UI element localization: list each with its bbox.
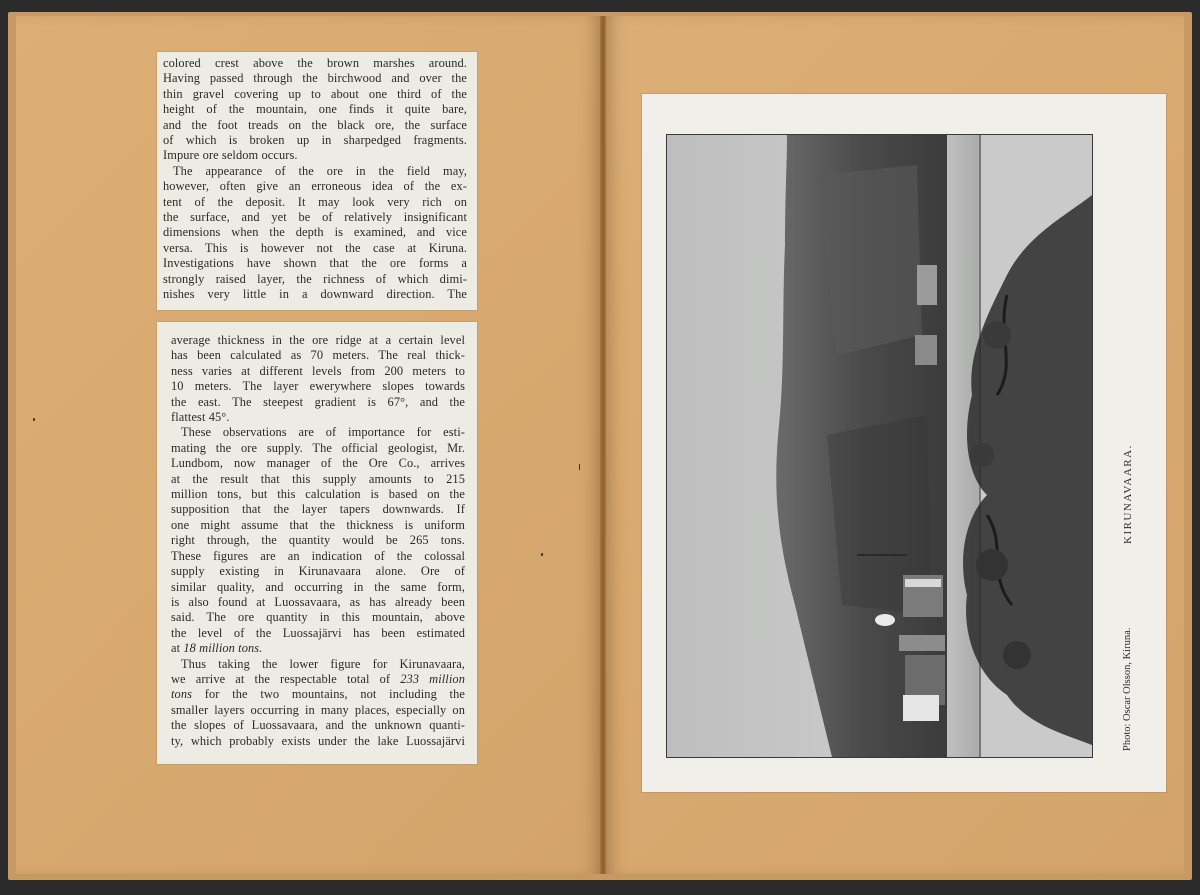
- text-line: is also found at Luossavaara, as has already been: [171, 594, 465, 609]
- text-clipping-top: [157, 52, 477, 310]
- text-line: million tons, but this calculation is based on the: [171, 487, 465, 502]
- paper-speck: [33, 418, 35, 421]
- italic-text: 18 million tons.: [183, 641, 263, 656]
- clipping-top-text: [159, 56, 471, 303]
- text-line: right through, the quantity would be 265 tons.: [171, 533, 465, 548]
- text-line: These observations are of importance for esti-: [181, 425, 465, 440]
- text-line: Investigations have shown that the ore forms a: [163, 256, 467, 271]
- text-line: one might assume that the thickness is uniform: [171, 517, 465, 532]
- landscape-photograph: [666, 134, 1093, 758]
- text-line: has been calculated as 70 meters. The real thick-: [171, 348, 465, 363]
- text-line: Thus taking the lower figure for Kirunavaara,: [181, 656, 465, 671]
- text-line: [167, 672, 469, 687]
- text-line: Lundbom, now manager of the Ore Co., arrives: [171, 456, 465, 471]
- text-line: colored crest above the brown marshes around.: [163, 56, 467, 70]
- italic-text: tons: [171, 687, 193, 702]
- text-line: and the foot treads on the black ore, the surface: [163, 117, 467, 132]
- paper-speck: [579, 464, 580, 470]
- text-line: flattest 45°.: [171, 410, 230, 425]
- text-line: average thickness in the ore ridge at a certain level: [171, 333, 465, 347]
- text-line: of which is broken up in sharpedged fragments.: [163, 133, 467, 148]
- text-line: the surface, and yet be of relatively insignificant: [163, 210, 467, 225]
- text-line: nishes very little in a downward direction. The: [163, 287, 467, 302]
- text-line: ness varies at different levels from 200 meters to: [171, 363, 465, 378]
- text-line: said. The ore quantity in this mountain, above: [171, 610, 465, 625]
- italic-text: 233 million: [400, 671, 465, 686]
- text-line: tent of the deposit. It may look very rich on: [163, 194, 467, 209]
- text-line: 10 meters. The layer ewerywhere slopes towards: [171, 379, 465, 394]
- text-line: height of the mountain, one finds it quite bare,: [163, 102, 467, 117]
- text-line: ty, which probably exists under the lake Luossajärvi: [171, 733, 465, 748]
- text-line: the east. The steepest gradient is 67°, and the: [171, 394, 465, 409]
- text-line: thin gravel covering up to about one third of the: [163, 86, 467, 101]
- paper-speck: [541, 553, 543, 556]
- text-line: however, often give an erroneous idea of the ex-: [163, 179, 467, 194]
- text-line: supposition that the layer tapers downwards. If: [171, 502, 465, 517]
- text-clipping-bottom: [157, 322, 477, 764]
- text-line: strongly raised layer, the richness of which dimi-: [163, 271, 467, 286]
- clipping-bottom-text: [167, 333, 469, 749]
- text-line: the level of the Luossajärvi has been estimated: [171, 625, 465, 640]
- text-line: The appearance of the ore in the field may,: [173, 163, 467, 178]
- text-line: dimensions when the depth is examined, and vice: [163, 225, 467, 240]
- text-fragment: we arrive at the respectable total of: [171, 671, 391, 686]
- text-line: at the result that this supply amounts to 215: [171, 471, 465, 486]
- text-line: [167, 687, 469, 702]
- text-fragment: for the two mountains, not including the: [204, 687, 465, 702]
- text-line: Having passed through the birchwood and over the: [163, 71, 467, 86]
- text-line: supply existing in Kirunavaara alone. Ore of: [171, 564, 465, 579]
- photo-plate: [642, 94, 1166, 792]
- text-line: versa. This is however not the case at Kiruna.: [163, 240, 467, 255]
- photo-credit: Photo: Oscar Olsson, Kiruna.: [1122, 627, 1133, 751]
- text-line: smaller layers occurring in many places, especially on: [171, 702, 465, 717]
- text-line: the slopes of Luossavaara, and the unknown quanti-: [171, 718, 465, 733]
- text-line: These figures are an indication of the colossal: [171, 548, 465, 563]
- photo-illustration: [667, 135, 1092, 757]
- text-line: mating the ore supply. The official geologist, Mr.: [171, 440, 465, 455]
- text-line: [167, 641, 469, 656]
- text-line: Impure ore seldom occurs.: [163, 148, 298, 163]
- book-gutter: [600, 16, 606, 874]
- text-line: similar quality, and occurring in the same form,: [171, 579, 465, 594]
- text-fragment: at: [171, 641, 181, 656]
- photo-title: KIRUNAVAARA.: [1122, 444, 1134, 544]
